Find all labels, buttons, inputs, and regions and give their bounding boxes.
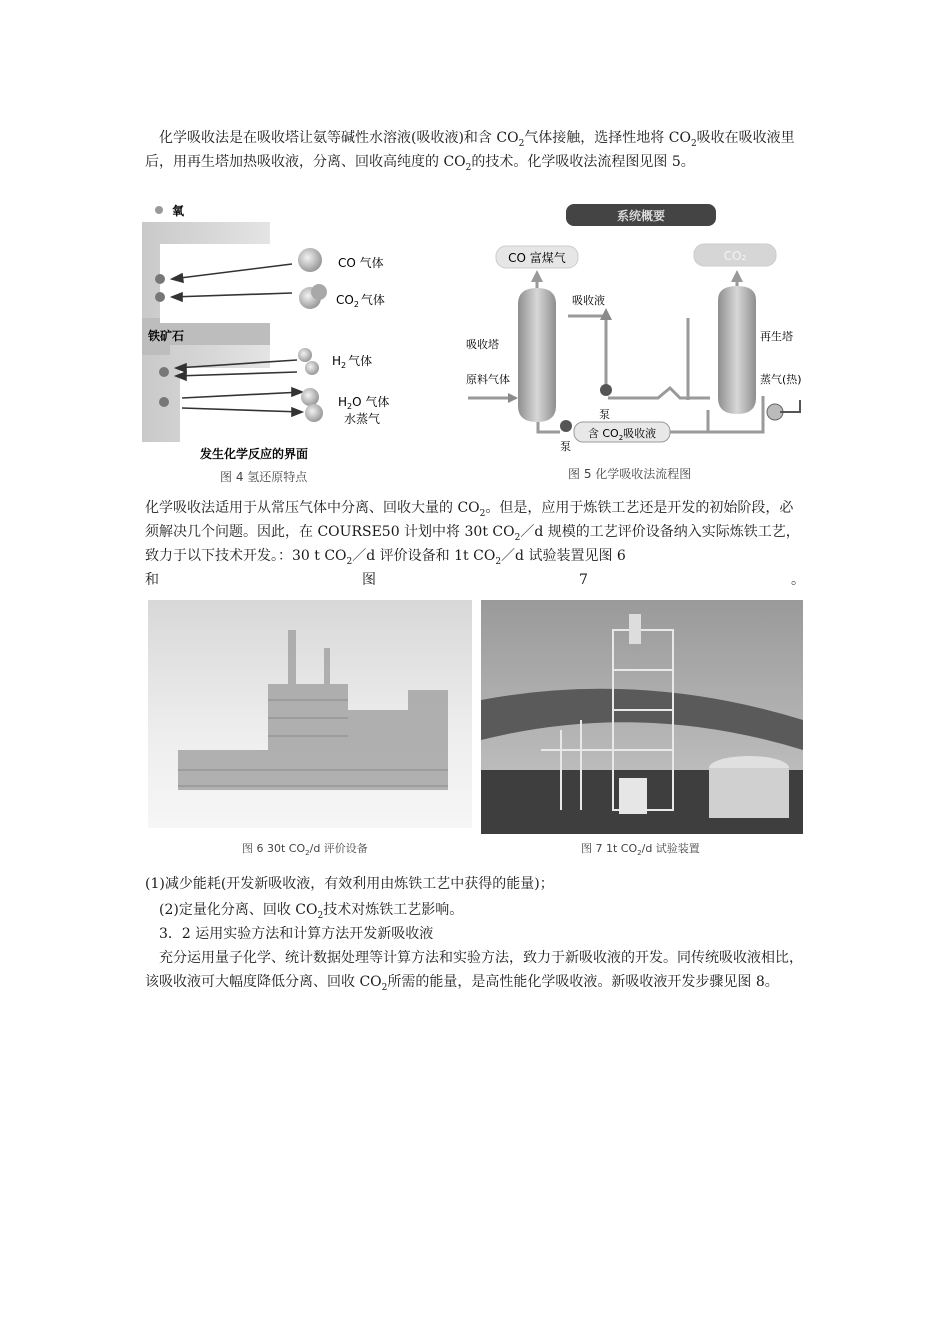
pump-label: 泵 — [599, 408, 610, 421]
pump-icon — [560, 420, 572, 432]
figure-5 — [458, 200, 818, 488]
absorber-tower — [518, 288, 556, 422]
h2o-molecule — [301, 388, 319, 406]
steam-label: 水蒸气 — [344, 412, 381, 426]
co-label: CO 气体 — [338, 256, 384, 270]
ore-wall-top — [142, 222, 270, 318]
figure-4 — [142, 200, 454, 488]
justified-last-line: 和 图 7 。 — [145, 572, 805, 588]
h2o-label: $H_2O$ 气体 — [338, 395, 390, 411]
h2-label: $H_2$ 气体 — [332, 354, 373, 370]
svg-text:系统概要: 系统概要 — [616, 209, 666, 223]
ore-label: 铁矿石 — [148, 329, 185, 343]
co2-rich-liquid-label: 含 $CO_2$吸收液 — [587, 427, 657, 442]
legend-label: 氧 — [172, 204, 185, 218]
figure-7 — [481, 600, 805, 860]
list-item-2: (2)定量化分离、回收 $CO_2$技术对炼铁工艺影响。 — [159, 902, 464, 921]
paragraph-new-liquid: 充分运用量子化学、统计数据处理等计算方法和实验方法，致力于新吸收液的开发。同传统吸收液相比，该吸收液可大幅度降低分离、回收 $CO_2$所需的能量，是高性能化学吸收液。新吸收液开发步骤见图 8。 — [145, 950, 803, 993]
oxygen-atom — [159, 397, 169, 407]
ore-wall-bottom — [142, 345, 270, 442]
section-heading: 3．2 运用实验方法和计算方法开发新吸收液 — [159, 926, 434, 942]
regenerator-tower — [718, 286, 756, 414]
paragraph-applicability: 化学吸收法适用于从常压气体中分离、回收大量的 $CO_2$。但是，应用于炼铁工艺还是开发的初始阶段，必须解决几个问题。因此，在 COURSE50 计划中将 30t $CO_2/d$ 规模的工艺评价设备纳入实际炼铁工艺，致力于以下技术开发。：30 t $CO_2/d$ 评价设备和 1t $CO_2/d$ 试验装置见图 6 和 图 7 。 — [145, 496, 805, 592]
co-gas-label: CO 富煤气 — [508, 251, 566, 265]
absorb-liquid-label: 吸收液 — [572, 294, 605, 307]
regenerator-label: 再生塔 — [760, 330, 793, 343]
pump-icon — [600, 384, 612, 396]
figure-6 — [148, 600, 476, 860]
figure-4-caption: 图 4 氢还原特点 — [220, 470, 308, 484]
co2-output-label: CO₂ — [723, 249, 747, 263]
co2-label: $CO_2$ 气体 — [336, 293, 385, 309]
co-molecule — [298, 248, 322, 272]
oxygen-atom — [155, 292, 165, 302]
h2-molecule — [298, 348, 312, 362]
interface-label: 发生化学反应的界面 — [200, 447, 309, 461]
oxygen-atom — [155, 274, 165, 284]
list-item-1: (1)减少能耗(开发新吸收液，有效利用由炼铁工艺中获得的能量)； — [145, 876, 554, 892]
feed-gas-label: 原料气体 — [466, 373, 510, 386]
figure-5-caption: 图 5 化学吸收法流程图 — [568, 467, 692, 481]
figure-6-caption: 图 6 30t $CO_2/d$ 评价设备 — [242, 842, 368, 857]
absorber-label: 吸收塔 — [466, 338, 499, 351]
paragraph-intro: 化学吸收法是在吸收塔让氨等碱性水溶液(吸收液)和含 $CO_2$气体接触，选择性地将 $CO_2$吸收在吸收液里后，用再生塔加热吸收液，分离、回收高纯度的 $CO_2$的技术。化学吸收法流程图见图 5。 — [145, 130, 795, 173]
legend-dot — [155, 206, 163, 214]
pump-label-2: 泵 — [560, 440, 571, 453]
steam-heat-label: 蒸气(热) — [760, 373, 802, 386]
oxygen-atom — [159, 367, 169, 377]
figure-7-caption: 图 7 1t $CO_2/d$ 试验装置 — [581, 842, 700, 857]
